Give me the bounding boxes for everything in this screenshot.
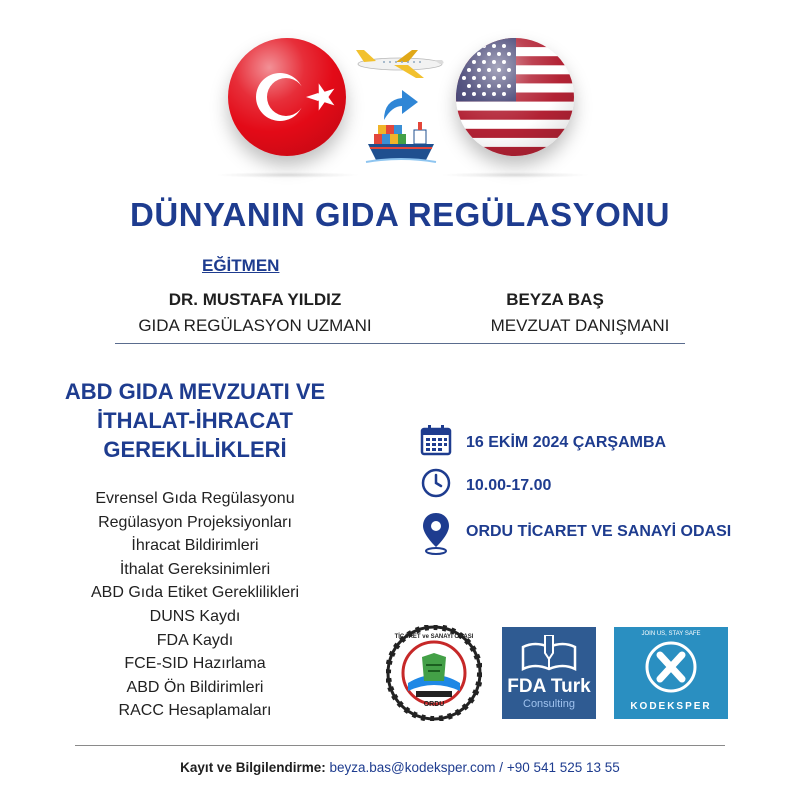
chamber-logo xyxy=(386,625,482,721)
list-item: FDA Kaydı xyxy=(156,631,234,649)
chamber-logo-text-top: TİCARET ve SANAYİ ODASI xyxy=(394,634,474,640)
course-title xyxy=(40,377,350,464)
trainer-heading: EĞİTMEN xyxy=(202,256,280,275)
footer-email-link[interactable]: beyza.bas@kodeksper.com xyxy=(329,760,496,775)
event-date: 16 EKİM 2024 ÇARŞAMBA xyxy=(466,433,667,451)
fda-turk-logo xyxy=(502,627,596,719)
trainer-right-name: BEYZA BAŞ xyxy=(506,290,604,309)
list-item: Evrensel Gıda Regülasyonu xyxy=(95,490,295,507)
trainer-left-name: DR. MUSTAFA YILDIZ xyxy=(168,290,342,309)
list-item: DUNS Kaydı xyxy=(149,607,241,625)
cargo-ship-icon xyxy=(364,118,438,164)
footer-label: Kayıt ve Bilgilendirme: xyxy=(180,760,326,775)
topic-list xyxy=(40,487,350,723)
footer-divider xyxy=(75,745,725,746)
event-date-row xyxy=(420,424,666,461)
course-title-line: İTHALAT-İHRACAT xyxy=(97,408,293,433)
list-item: ABD Ön Bildirimleri xyxy=(126,678,264,696)
list-item: ABD Gıda Etiket Gereklilikleri xyxy=(90,584,300,602)
list-item: RACC Hesaplamaları xyxy=(118,702,272,720)
page-title: DÜNYANIN GIDA REGÜLASYONU xyxy=(130,196,670,233)
footer xyxy=(0,760,800,775)
event-time: 10.00-17.00 xyxy=(466,476,552,494)
airplane-icon xyxy=(354,46,446,80)
list-item: İhracat Bildirimleri xyxy=(131,537,259,555)
course-title-line: GEREKLİLİKLERİ xyxy=(103,437,287,462)
calendar-icon xyxy=(420,424,452,461)
trainer-right-role: MEVZUAT DANIŞMANI xyxy=(490,316,670,335)
footer-phone-link[interactable]: +90 541 525 13 55 xyxy=(506,760,620,775)
kodeksper-name: KODEKSPER xyxy=(630,701,712,712)
list-item: Regülasyon Projeksiyonları xyxy=(98,513,292,531)
footer-separator: / xyxy=(499,760,504,775)
divider xyxy=(115,343,685,344)
kodeksper-logo xyxy=(614,627,728,719)
location-pin-icon xyxy=(420,511,452,560)
turkey-flag-icon xyxy=(228,38,346,156)
list-item: FCE-SID Hazırlama xyxy=(124,655,266,673)
event-location-row xyxy=(420,511,731,560)
event-location: ORDU TİCARET VE SANAYİ ODASI xyxy=(466,522,732,540)
fda-logo-sub: Consulting xyxy=(523,698,575,710)
trainer-left-role: GIDA REGÜLASYON UZMANI xyxy=(138,316,372,335)
usa-flag-icon xyxy=(456,38,574,156)
flag-shadow xyxy=(440,172,590,178)
book-pen-icon xyxy=(521,635,577,675)
flag-shadow xyxy=(215,172,360,178)
chamber-logo-text-bottom: ORDU xyxy=(423,701,445,708)
kodeksper-tagline: JOIN US, STAY SAFE xyxy=(641,631,701,637)
event-time-row xyxy=(420,467,551,504)
fda-logo-name: FDA Turk xyxy=(507,676,591,697)
x-shield-icon xyxy=(636,631,706,701)
clock-icon xyxy=(420,467,452,504)
list-item: İthalat Gereksinimleri xyxy=(119,560,271,578)
course-title-line: ABD GIDA MEVZUATI VE xyxy=(64,379,326,404)
